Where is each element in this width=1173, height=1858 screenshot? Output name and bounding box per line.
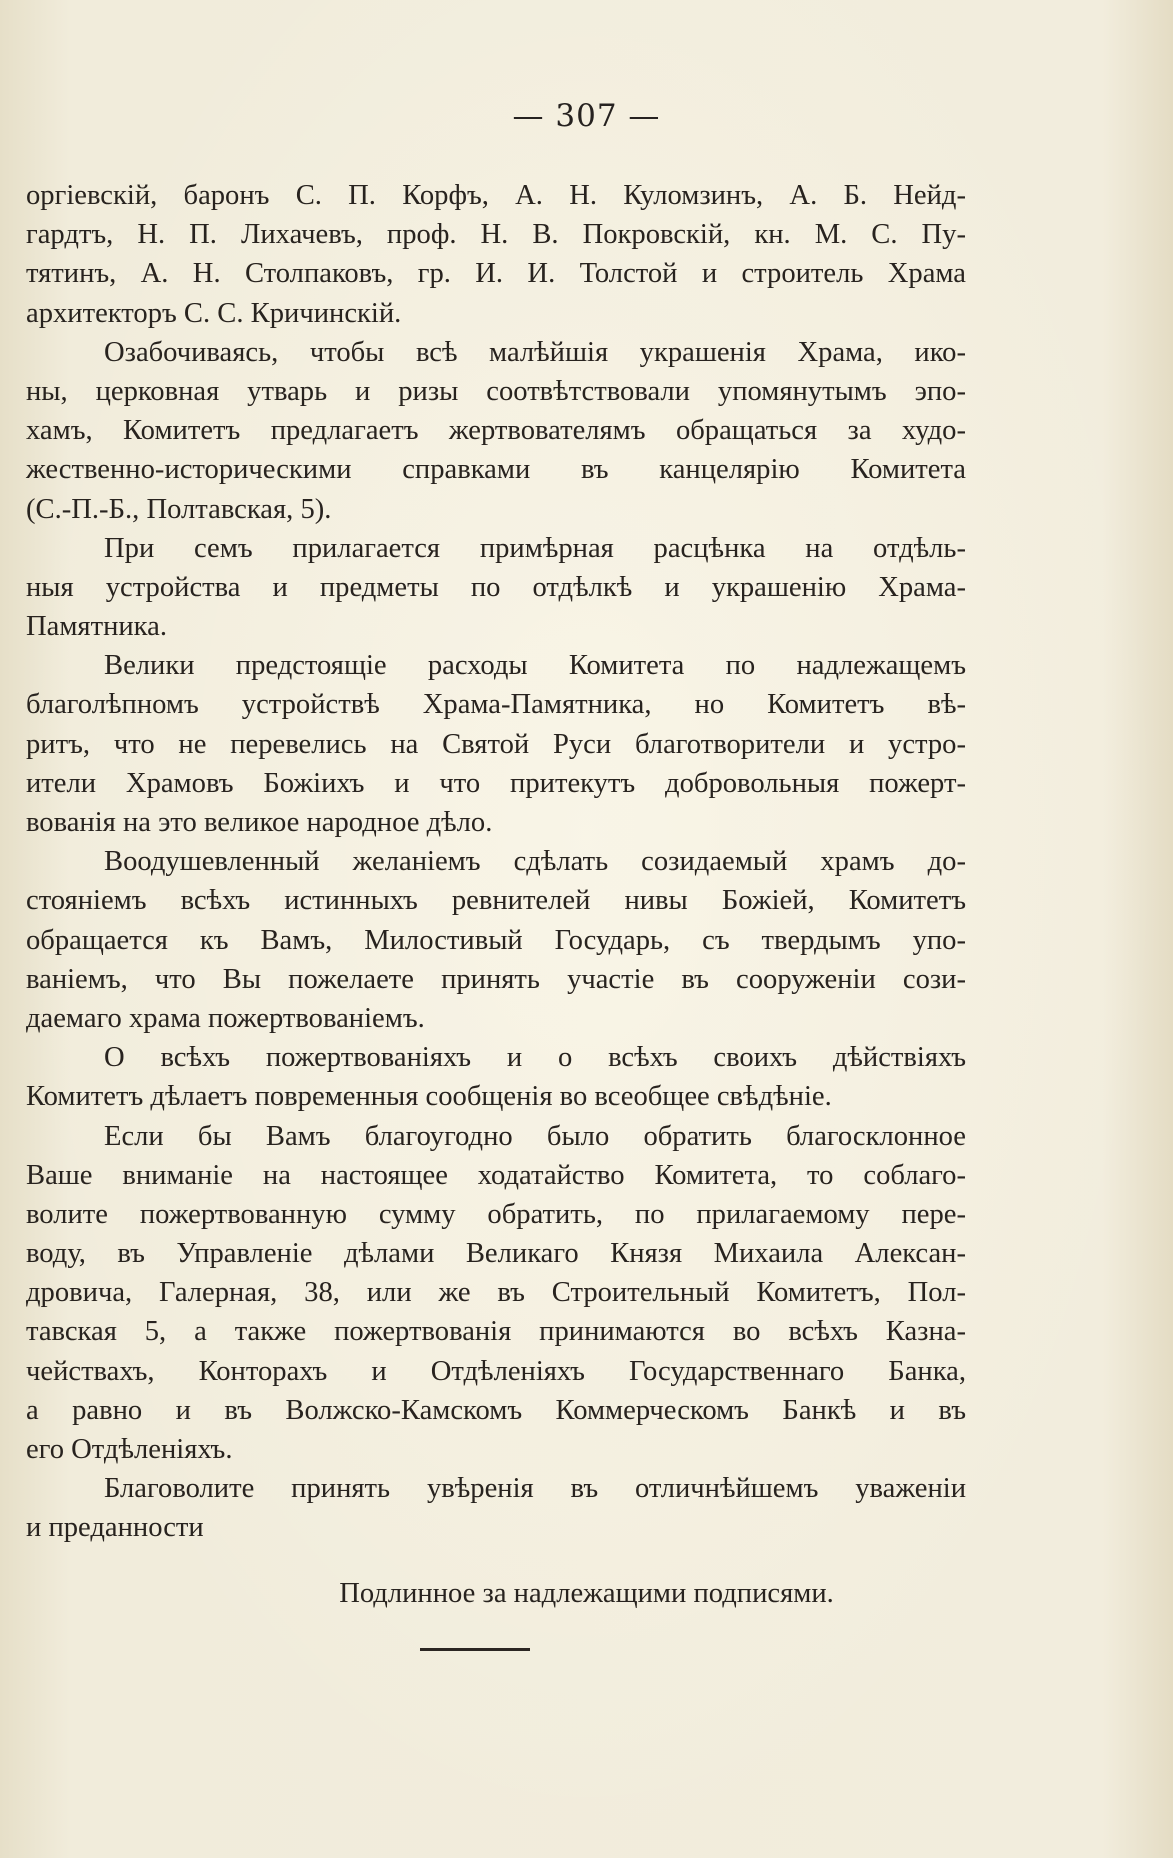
page-number: — 307 — — [512, 98, 661, 134]
text-line: стояніемъ всѣхъ истинныхъ ревнителей нивы Божіей, Комитетъ — [26, 885, 966, 917]
body-text — [26, 176, 966, 1548]
text-line: воду, въ Управленіе дѣлами Великаго Князя Михаила Алексан- — [26, 1238, 966, 1270]
text-line: архитекторъ С. С. Кричинскій. — [26, 297, 402, 329]
text-line: гардтъ, Н. П. Лихачевъ, проф. Н. В. Покровскій, кн. М. С. Пу- — [26, 219, 966, 251]
text-line: ны, церковная утварь и ризы соотвѣтствовали упомянутымъ эпо- — [26, 375, 966, 407]
text-line: обращается къ Вамъ, Милостивый Государь, съ твердымъ упо- — [26, 924, 966, 956]
text-line: и преданности — [26, 1512, 204, 1544]
closing-rule — [420, 1648, 530, 1651]
text-line: его Отдѣленіяхъ. — [26, 1434, 233, 1465]
text-line: (С.-П.-Б., Полтавская, 5). — [26, 493, 332, 525]
text-line: ители Храмовъ Божіихъ и что притекутъ добровольныя пожерт- — [26, 767, 966, 799]
text-line: Ваше вниманіе на настоящее ходатайство Комитета, то соблаго- — [26, 1159, 966, 1191]
text-line: хамъ, Комитетъ предлагаетъ жертвователямъ обращаться за худо- — [26, 415, 966, 447]
text-line: Если бы Вамъ благоугодно было обратить благосклонное — [104, 1120, 966, 1152]
text-line: благолѣпномъ устройствѣ Храма-Памятника, но Комитетъ вѣ- — [26, 689, 966, 721]
text-line: Воодушевленный желаніемъ сдѣлать созидаемый храмъ до- — [104, 846, 966, 878]
text-line: жественно-историческими справками въ канцелярію Комитета — [26, 454, 966, 486]
text-line: При семъ прилагается примѣрная расцѣнка на отдѣль- — [104, 532, 966, 564]
text-line: тавская 5, а также пожертвованія принимаются во всѣхъ Казна- — [26, 1316, 966, 1348]
text-line: Памятника. — [26, 611, 167, 643]
text-line: Благоволите принять увѣренія въ отличнѣйшемъ уваженіи — [104, 1473, 966, 1505]
text-line: волите пожертвованную сумму обратить, по прилагаемому пере- — [26, 1198, 966, 1230]
text-line: Велики предстоящіе расходы Комитета по надлежащемъ — [104, 650, 966, 682]
signature-line: Подлинное за надлежащими подписями. — [339, 1578, 834, 1609]
text-line: ваніемъ, что Вы пожелаете принять участіе въ сооруженіи сози- — [26, 963, 966, 995]
text-line: вованія на это великое народное дѣло. — [26, 807, 493, 838]
text-line: а равно и въ Волжско-Камскомъ Коммерческомъ Банкѣ и въ — [26, 1394, 966, 1426]
text-line: Озабочиваясь, чтобы всѣ малѣйшія украшенія Храма, ико- — [104, 336, 966, 368]
text-line: О всѣхъ пожертвованіяхъ и о всѣхъ своихъ дѣйствіяхъ — [104, 1042, 966, 1074]
text-line: чействахъ, Конторахъ и Отдѣленіяхъ Государственнаго Банка, — [26, 1355, 966, 1387]
text-line: ныя устройства и предметы по отдѣлкѣ и украшенію Храма- — [26, 571, 966, 603]
text-line: Комитетъ дѣлаетъ повременныя сообщенія во всеобщее свѣдѣніе. — [26, 1081, 832, 1113]
text-line: оргіевскій, баронъ С. П. Корфъ, А. Н. Куломзинъ, А. Б. Нейд- — [26, 180, 966, 211]
text-line: тятинъ, А. Н. Столпаковъ, гр. И. И. Толстой и строитель Храма — [26, 258, 966, 290]
text-line: дровича, Галерная, 38, или же въ Строительный Комитетъ, Пол- — [26, 1277, 966, 1309]
text-line: даемаго храма пожертвованіемъ. — [26, 1002, 425, 1034]
text-line: ритъ, что не перевелись на Святой Руси благотворители и устро- — [26, 728, 966, 760]
